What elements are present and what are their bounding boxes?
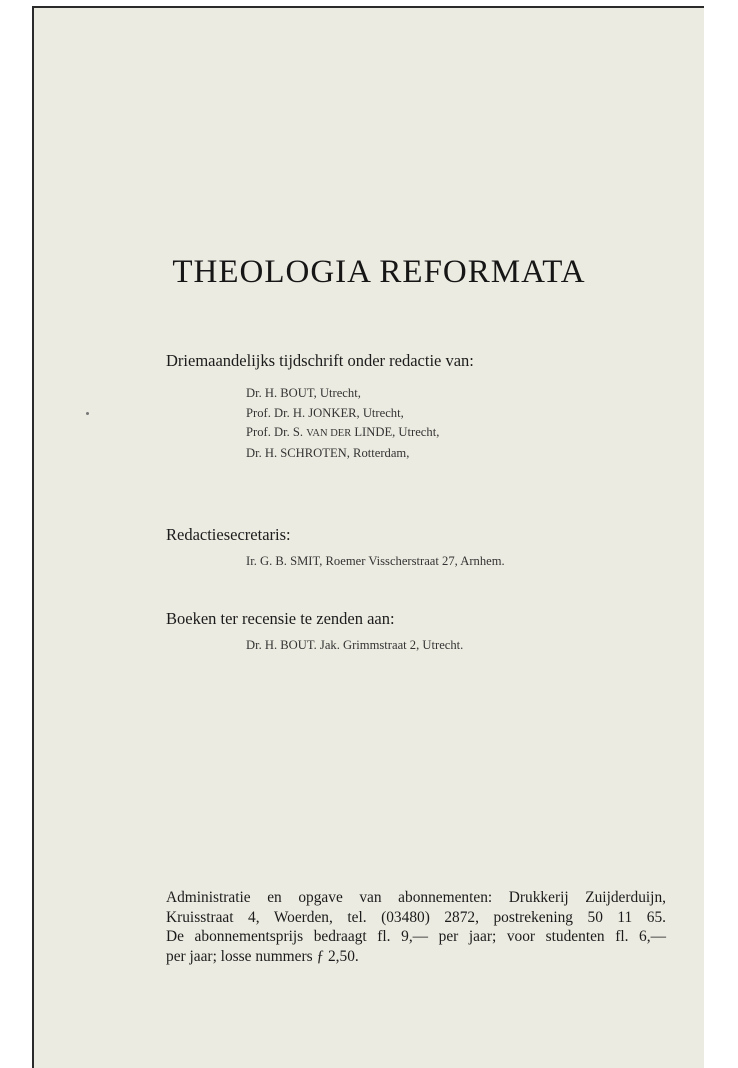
editorial-members [246, 384, 439, 463]
reviews-line: Dr. H. BOUT. Jak. Grimmstraat 2, Utrecht. [246, 638, 464, 652]
editor-line [246, 423, 439, 444]
editor-name: Dr. H. SCHROTEN, Rotterdam, [246, 445, 410, 460]
administration-text [166, 888, 666, 966]
admin-line: De abonnementsprijs bedraagt fl. 9,— per jaar; voor studenten fl. 6,— [166, 928, 666, 945]
editor-line [246, 384, 439, 404]
admin-line: Administratie en opgave van abonnementen: Drukkerij Zuijderduijn, [166, 889, 666, 906]
print-speck [86, 412, 89, 415]
secretary-address [246, 552, 505, 572]
editor-name-suffix: LINDE, Utrecht, [351, 425, 440, 439]
editor-name: Prof. Dr. H. JONKER, Utrecht, [246, 405, 404, 420]
editor-name: Dr. H. BOUT, Utrecht, [246, 386, 361, 400]
reviews-address [246, 636, 463, 656]
admin-line: Kruisstraat 4, Woerden, tel. (03480) 2872, postrekening 50 11 65. [166, 908, 666, 926]
journal-page [32, 6, 704, 1068]
editor-name-prefix: Prof. Dr. S. [246, 425, 307, 439]
secretary-heading: Redactiesecretaris: [166, 525, 291, 544]
reviews-heading: Boeken ter recensie te zenden aan: [166, 609, 395, 628]
editor-name-particle: VAN DER [306, 428, 352, 439]
editor-line [246, 404, 439, 424]
admin-line: per jaar; losse nummers ƒ 2,50. [166, 947, 359, 965]
editorial-heading: Driemaandelijks tijdschrift onder redactie van: [166, 351, 474, 370]
journal-title: THEOLOGIA REFORMATA [172, 254, 586, 290]
secretary-line: Ir. G. B. SMIT, Roemer Visscherstraat 27, Arnhem. [246, 554, 505, 568]
editor-line [246, 444, 439, 464]
